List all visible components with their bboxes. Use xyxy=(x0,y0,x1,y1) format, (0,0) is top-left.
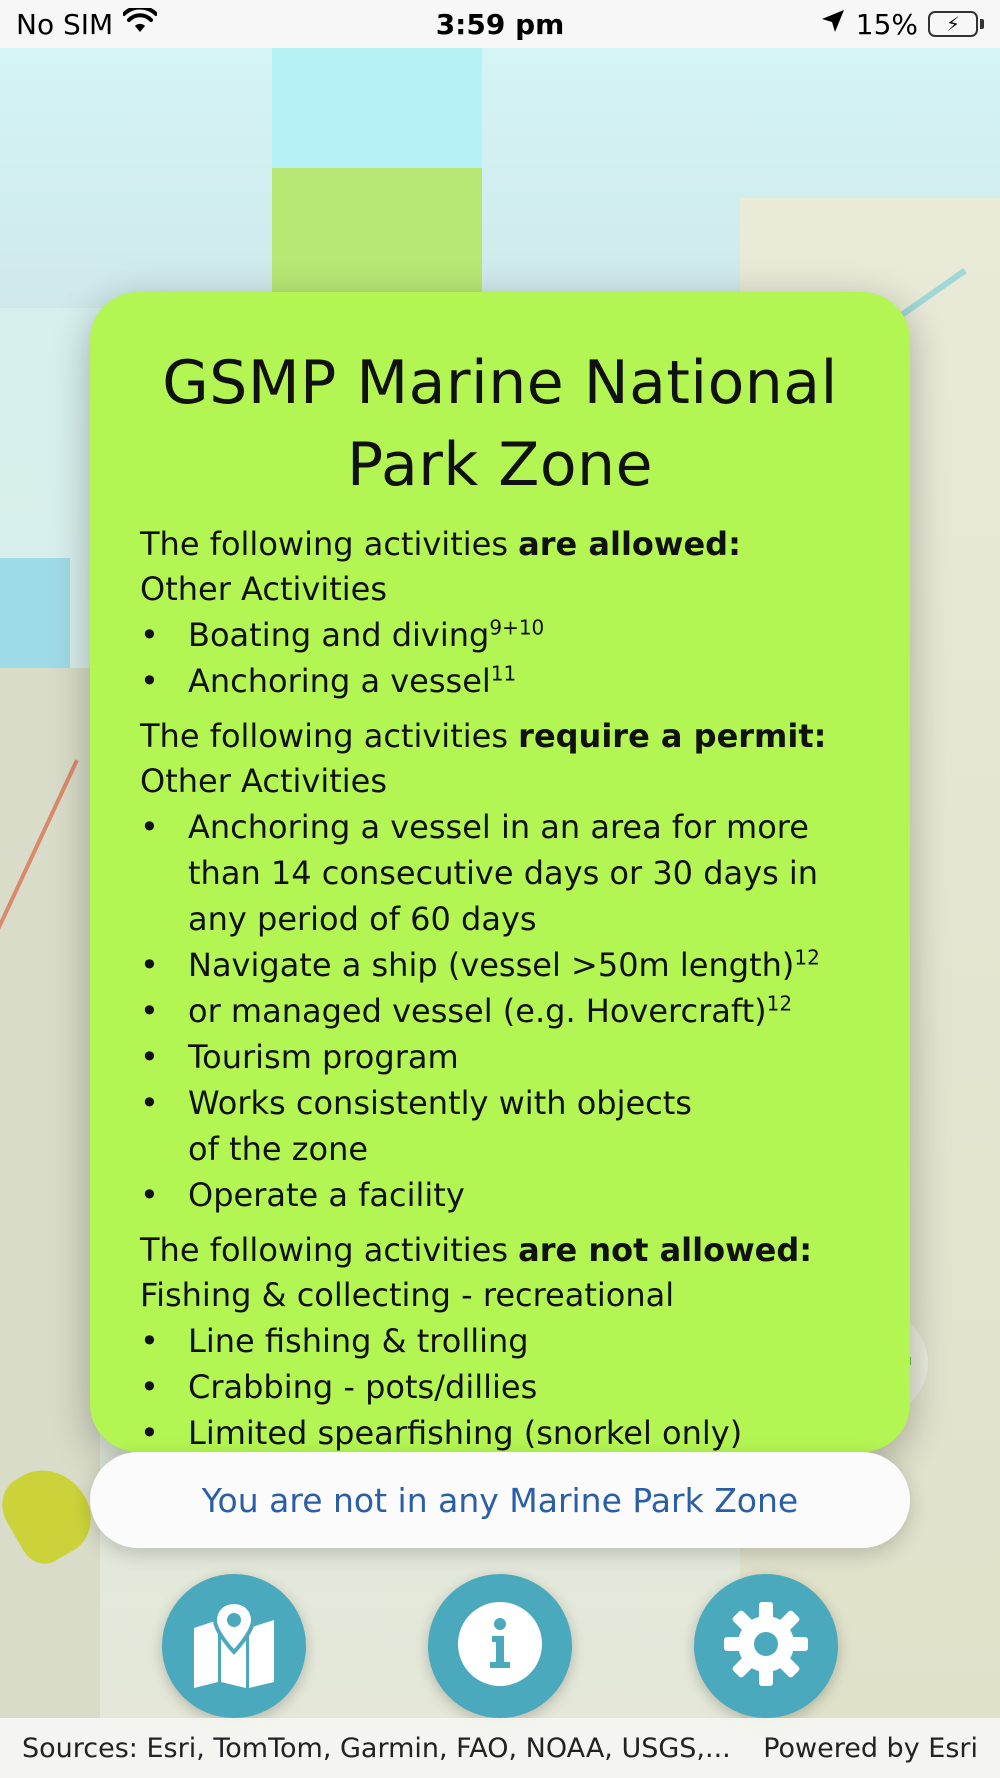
zone-status-text: You are not in any Marine Park Zone xyxy=(201,1480,799,1520)
clock: 3:59 pm xyxy=(435,7,565,41)
section-allowed xyxy=(140,522,860,704)
list-item: • Anchoring a vessel$^{11}$ xyxy=(140,658,860,704)
wifi-icon xyxy=(123,8,157,41)
section-subheading: Other Activities xyxy=(140,570,388,608)
section-permit xyxy=(140,714,860,1218)
section-heading: The following activities are allowed: xyxy=(140,525,741,563)
list-item: • Crabbing - pots/dillies xyxy=(140,1364,860,1410)
info-button[interactable] xyxy=(428,1574,572,1718)
list-item: • Navigate a ship (vessel >50m length)$^{12}$ xyxy=(140,942,860,988)
section-not-allowed xyxy=(140,1228,860,1452)
section-heading: The following activities are not allowed: xyxy=(140,1231,813,1269)
map-zone-blue xyxy=(272,48,482,168)
list-item: • or managed vessel (e.g. Hovercraft)$^{12}$ xyxy=(140,988,860,1034)
status-bar xyxy=(0,0,1000,48)
attribution-powered-by[interactable]: Powered by Esri xyxy=(763,1732,978,1764)
list-item: • Works consistently with objects of the zone xyxy=(140,1080,860,1172)
map-pin-icon xyxy=(188,1598,280,1694)
battery-charging-icon: ⚡ xyxy=(928,11,984,37)
status-right xyxy=(820,8,984,41)
zone-status-banner[interactable] xyxy=(90,1452,910,1548)
info-icon xyxy=(454,1598,546,1694)
list-item: • Boating and diving$^{9+10}$ xyxy=(140,612,860,658)
map-water-left xyxy=(0,558,70,678)
battery-percent: 15% xyxy=(855,7,918,41)
popup-title: GSMP Marine National Park Zone xyxy=(162,348,838,500)
status-left xyxy=(16,8,157,41)
list-item: • Line fishing & trolling xyxy=(140,1318,860,1364)
section-heading: The following activities require a permit: xyxy=(140,717,827,755)
zone-info-popup[interactable] xyxy=(90,292,910,1452)
list-item: • Tourism program xyxy=(140,1034,860,1080)
map-button[interactable] xyxy=(162,1574,306,1718)
section-subheading: Other Activities xyxy=(140,762,388,800)
section-subheading: Fishing & collecting - recreational xyxy=(140,1276,675,1314)
list-item: • Limited spearfishing (snorkel only) xyxy=(140,1410,860,1452)
list-item: • Operate a facility xyxy=(140,1172,860,1218)
map-attribution xyxy=(0,1718,1000,1778)
carrier-label: No SIM xyxy=(16,7,114,41)
gear-icon xyxy=(720,1598,812,1694)
location-arrow-icon xyxy=(820,8,846,41)
settings-button[interactable] xyxy=(694,1574,838,1718)
list-item: • Anchoring a vessel in an area for more than 14 consecutive days or 30 days in any period of 60 days xyxy=(140,804,860,942)
attribution-sources[interactable]: Sources: Esri, TomTom, Garmin, FAO, NOAA, USGS,... xyxy=(22,1732,731,1764)
